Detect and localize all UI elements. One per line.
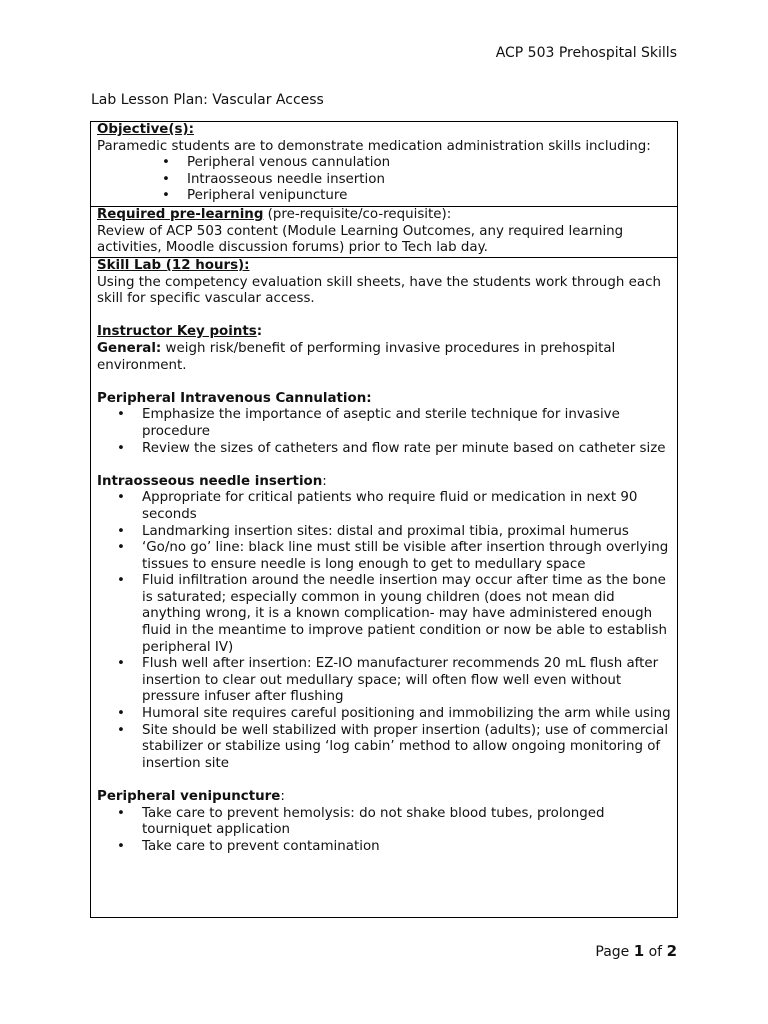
total-pages: 2	[666, 942, 677, 960]
piv-heading: Peripheral Intravenous Cannulation:	[97, 390, 372, 406]
list-item: • Flush well after insertion: EZ-IO manufacturer recommends 20 mL flush after insertion to clear out medullary space; will often flow well even without pressure infuser after flushing	[97, 656, 671, 706]
key-points-heading: Instructor Key points	[97, 324, 257, 340]
general-text: weigh risk/benefit of performing invasive procedures in prehospital environment.	[97, 340, 616, 373]
list-item: • Peripheral venipuncture	[97, 188, 671, 205]
running-header: ACP 503 Prehospital Skills	[495, 45, 677, 61]
skill-lab-heading: Skill Lab (12 hours):	[97, 258, 250, 273]
current-page: 1	[633, 942, 645, 960]
prelearning-text: Review of ACP 503 content (Module Learning Outcomes, any required learning activities, Moodle discussion forums) prior to Tech lab day.	[97, 223, 624, 256]
page-number: Page 1 of 2	[595, 942, 677, 960]
list-item: • Humoral site requires careful positioning and immobilizing the arm while using	[97, 706, 671, 723]
list-item: • Fluid infiltration around the needle insertion may occur after time as the bone is saturated; especially common in young children (does not mean did anything wrong, it is a known complication- may have administered enough fluid in the meantime to improve patient condition or now be able to establish peripheral IV)	[97, 573, 671, 656]
objectives-list	[97, 155, 671, 205]
skill-lab-cell: Skill Lab (12 hours): Using the competency evaluation skill sheets, have the students work through each skill for specific vascular access. Instructor Key points: General: weigh risk/benefit of performing invasive procedures in prehospital environment. Peripheral Intravenous Cannulation: • Emphasize the importance of aseptic and sterile technique for invasive procedure • Review the sizes of catheters and flow rate per minute based on catheter size Intraosseous needle insertion: • Appropriate for critical patients who require fluid or medication in next 90 seconds • Landmarking insertion sites: distal and proximal tibia, proximal humerus • ‘Go/no go’ line: black line must still be visible after insertion through overlying tissues to ensure needle is long enough to get to medullary space • Fluid infiltration around the needle insertion may occur after time as the bone is saturated; especially common in young children (does not mean did anything wrong, it is a known complication- may have administered enough fluid in the meantime to improve patient condition or now be able to establish peripheral IV) • Flush well after insertion: EZ-IO manufacturer recommends 20 mL flush after insertion to clear out medullary space; will often flow well even without pressure infuser after flushing • Humoral site requires careful positioning and immobilizing the arm while using • Site should be well stabilized with proper insertion (adults); use of commercial stabilizer or stabilize using ‘log cabin’ method to allow ongoing monitoring of insertion site Peripheral venipuncture: • Take care to prevent hemolysis: do not shake blood tubes, prolonged tourniquet application • Take care to prevent contamination	[91, 258, 677, 855]
list-item: • Appropriate for critical patients who require fluid or medication in next 90 seconds	[97, 490, 671, 523]
objectives-cell	[91, 122, 677, 207]
io-list	[97, 490, 671, 772]
prelearning-cell	[91, 207, 677, 258]
document-title: Lab Lesson Plan: Vascular Access	[91, 92, 324, 108]
list-item: • Review the sizes of catheters and flow rate per minute based on catheter size	[97, 441, 671, 458]
general-paragraph	[97, 341, 671, 374]
list-item: • ‘Go/no go’ line: black line must still be visible after insertion through overlying tissues to ensure needle is long enough to get to medullary space	[97, 540, 671, 573]
list-item: • Take care to prevent hemolysis: do not shake blood tubes, prolonged tourniquet application	[97, 806, 671, 839]
prelearning-note: (pre-requisite/co-requisite):	[263, 207, 452, 222]
list-item: • Landmarking insertion sites: distal and proximal tibia, proximal humerus	[97, 524, 671, 541]
io-heading-line: Intraosseous needle insertion:	[97, 473, 327, 489]
objectives-heading: Objective(s):	[97, 122, 194, 137]
list-item: • Take care to prevent contamination	[97, 839, 671, 856]
list-item: • Peripheral venous cannulation	[97, 155, 671, 172]
list-item: • Emphasize the importance of aseptic and sterile technique for invasive procedure	[97, 407, 671, 440]
general-label: General:	[97, 340, 162, 356]
venipuncture-heading-line: Peripheral venipuncture:	[97, 789, 285, 804]
list-item: • Intraosseous needle insertion	[97, 172, 671, 189]
skill-lab-text: Using the competency evaluation skill sheets, have the students work through each skill for specific vascular access.	[97, 274, 661, 307]
list-item: • Site should be well stabilized with proper insertion (adults); use of commercial stabilizer or stabilize using ‘log cabin’ method to allow ongoing monitoring of insertion site	[97, 723, 671, 773]
lesson-plan-table	[90, 121, 678, 918]
venipuncture-heading: Peripheral venipuncture	[97, 789, 281, 804]
venipuncture-list	[97, 806, 671, 856]
piv-list	[97, 407, 671, 457]
objectives-intro: Paramedic students are to demonstrate medication administration skills including:	[97, 138, 651, 154]
prelearning-heading: Required pre-learning	[97, 207, 264, 222]
io-heading: Intraosseous needle insertion	[97, 473, 323, 489]
